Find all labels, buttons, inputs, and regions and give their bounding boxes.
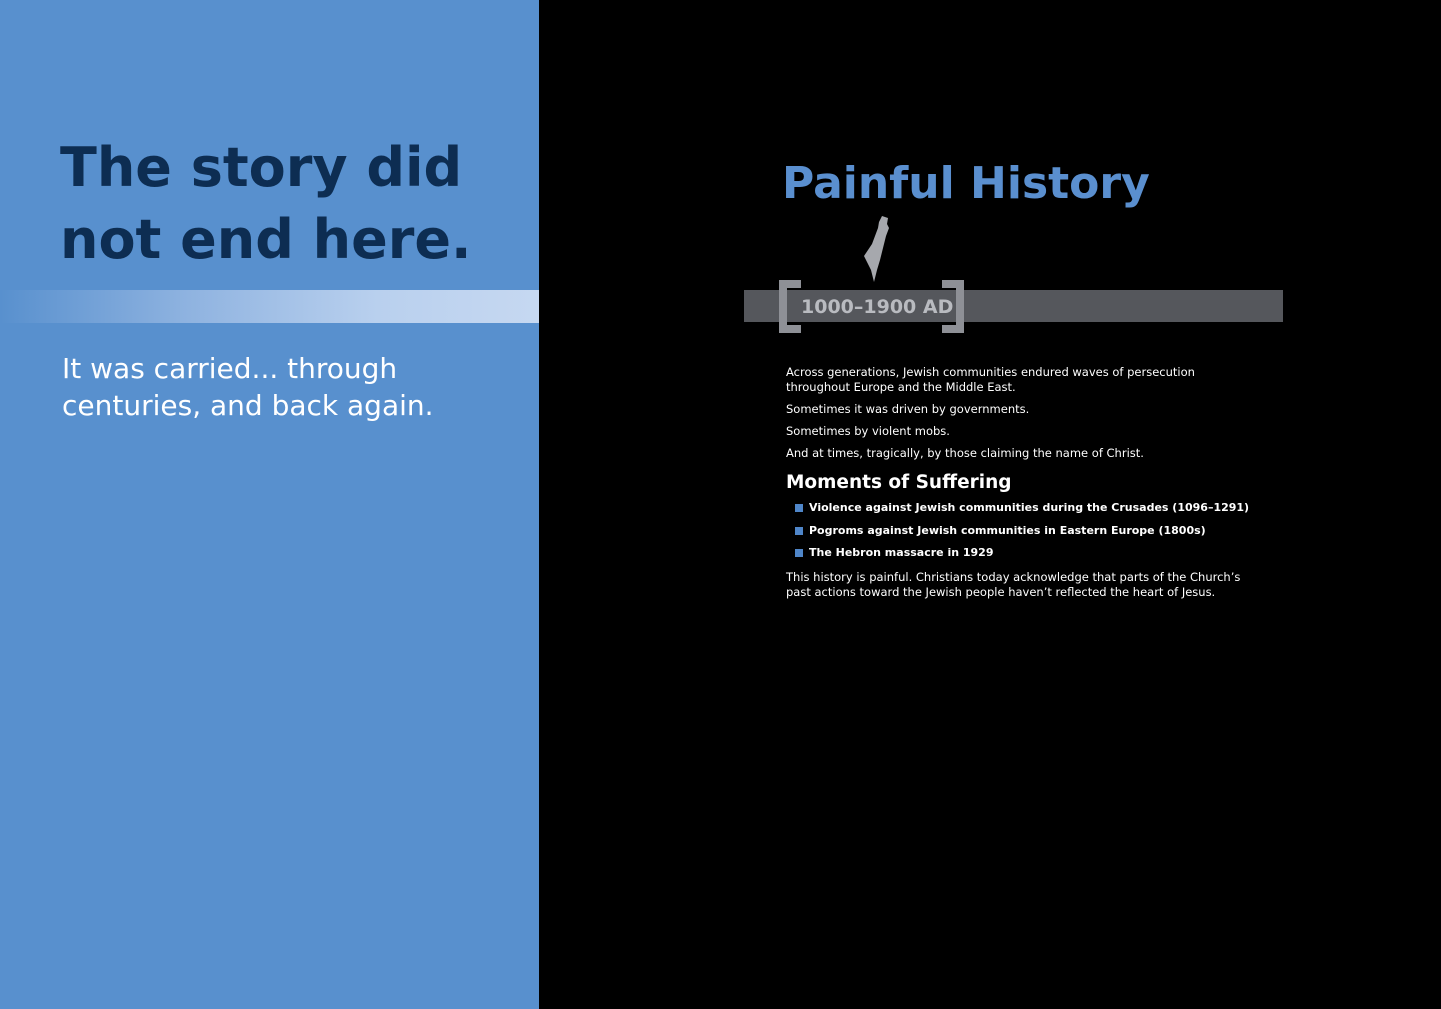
- moments-title: Moments of Suffering: [786, 472, 1012, 493]
- list-item: [795, 546, 1256, 560]
- square-bullet-icon: [795, 527, 803, 535]
- gradient-band: [0, 290, 539, 323]
- paragraph-4: And at times, tragically, by those claiming the name of Christ.: [786, 445, 1144, 460]
- left-title-line1: The story did: [60, 136, 463, 199]
- bracket-left: [779, 280, 801, 333]
- list-item: [795, 501, 1256, 515]
- left-subtitle: [62, 350, 502, 424]
- left-panel: [0, 0, 539, 1009]
- list-item-text: Violence against Jewish communities during the Crusades (1096–1291): [809, 501, 1250, 514]
- left-subtitle-line1: It was carried... through: [62, 352, 398, 385]
- left-subtitle-line2: centuries, and back again.: [62, 389, 434, 422]
- content-body: [786, 365, 1256, 607]
- paragraph-3: Sometimes by violent mobs.: [786, 423, 950, 438]
- paragraph-2: Sometimes it was driven by governments.: [786, 401, 1030, 416]
- israel-map-icon: [860, 214, 892, 286]
- square-bullet-icon: [795, 549, 803, 557]
- list-item-text: Pogroms against Jewish communities in Eastern Europe (1800s): [809, 523, 1206, 537]
- section-title: Painful History: [782, 158, 1150, 209]
- list-item: [795, 524, 1256, 538]
- moments-list: [795, 501, 1256, 560]
- left-title-line2: not end here.: [60, 208, 472, 271]
- list-item-text: The Hebron massacre in 1929: [809, 546, 994, 559]
- closing-paragraph: This history is painful. Christians today acknowledge that parts of the Church’s past actions toward the Jewish people haven’t reflected the heart of Jesus.: [786, 570, 1241, 599]
- square-bullet-icon: [795, 504, 803, 512]
- paragraph-1: Across generations, Jewish communities endured waves of persecution throughout Europe and the Middle East.: [786, 365, 1195, 394]
- left-title: [60, 132, 530, 276]
- timeline-date: 1000–1900 AD: [801, 296, 954, 318]
